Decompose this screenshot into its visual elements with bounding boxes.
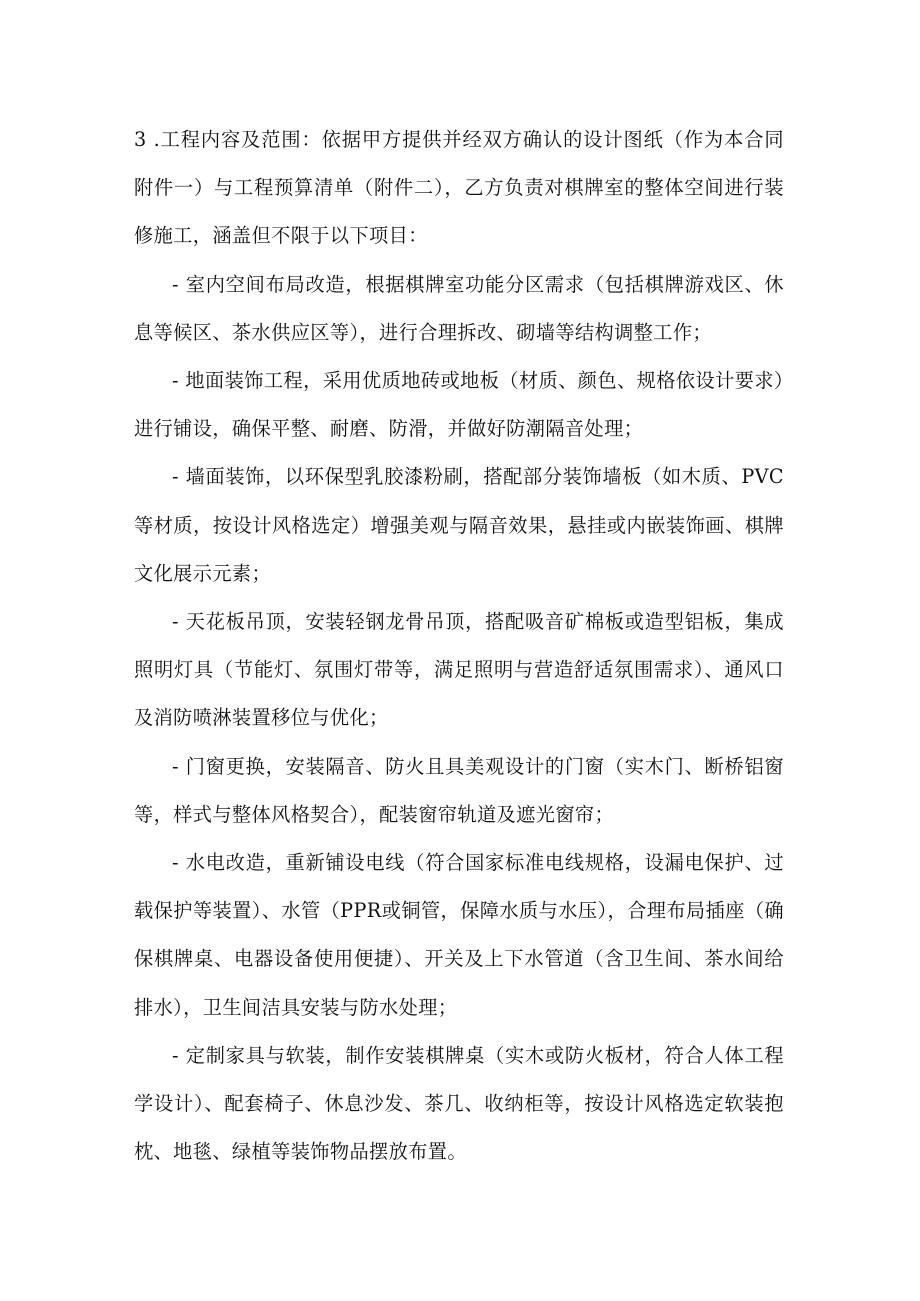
list-item-plumbing-electrical: - 水电改造，重新铺设电线（符合国家标准电线规格，设漏电保护、过载保护等装置）、水管（PPR或铜管，保障水质与水压），合理布局插座（确保棋牌桌、电器设备使用便捷）、开关及上下水管道（含卫生间、茶水间给排水），卫生间洁具安装与防水处理；	[134, 851, 784, 1019]
list-item-furniture-soft-furnishing: - 定制家具与软装，制作安装棋牌桌（实木或防火板材，符合人体工程学设计）、配套椅子、休息沙发、茶几、收纳柜等，按设计风格选定软装抱枕、地毯、绿植等装饰物品摆放布置。	[134, 1043, 784, 1164]
list-item-layout-renovation: - 室内空间布局改造，根据棋牌室功能分区需求（包括棋牌游戏区、休息等候区、茶水供应区等），进行合理拆改、砌墙等结构调整工作；	[134, 272, 784, 344]
list-item-doors-windows: - 门窗更换，安装隔音、防火且具美观设计的门窗（实木门、断桥铝窗等，样式与整体风格契合），配装窗帘轨道及遮光窗帘；	[134, 754, 784, 826]
list-item-wall-decoration: - 墙面装饰，以环保型乳胶漆粉刷，搭配部分装饰墙板（如木质、PVC等材质，按设计风格选定）增强美观与隔音效果，悬挂或内嵌装饰画、棋牌文化展示元素；	[134, 465, 784, 585]
list-item-ceiling: - 天花板吊顶，安装轻钢龙骨吊顶，搭配吸音矿棉板或造型铝板，集成照明灯具（节能灯、氛围灯带等，满足照明与营造舒适氛围需求）、通风口及消防喷淋装置移位与优化；	[134, 610, 784, 730]
list-item-floor-works: - 地面装饰工程，采用优质地砖或地板（材质、颜色、规格依设计要求）进行铺设，确保平整、耐磨、防滑，并做好防潮隔音处理；	[134, 369, 784, 441]
paragraph-scope-intro: 3 .工程内容及范围：依据甲方提供并经双方确认的设计图纸（作为本合同附件一）与工程预算清单（附件二），乙方负责对棋牌室的整体空间进行装修施工，涵盖但不限于以下项目：	[134, 128, 784, 248]
document-body	[134, 116, 784, 1176]
